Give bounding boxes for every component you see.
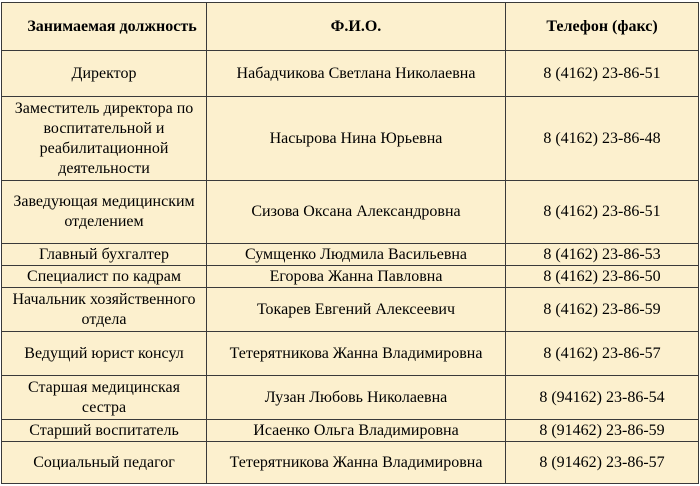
table-row <box>2 244 699 266</box>
cell-phone: 8 (91462) 23-86-59 <box>506 420 699 442</box>
cell-name: Сумщенко Людмила Васильевна <box>207 244 506 266</box>
cell-position: Директор <box>2 51 207 97</box>
cell-name: Токарев Евгений Алексеевич <box>207 288 506 332</box>
cell-name: Набадчикова Светлана Николаевна <box>207 51 506 97</box>
cell-position: Социальный педагог <box>2 442 207 484</box>
table-header-row <box>2 3 699 51</box>
cell-phone: 8 (4162) 23-86-50 <box>506 266 699 288</box>
table-row <box>2 442 699 484</box>
cell-name: Насырова Нина Юрьевна <box>207 97 506 181</box>
cell-name: Лузан Любовь Николаевна <box>207 376 506 420</box>
table-row <box>2 420 699 442</box>
cell-position: Старшая медицинская сестра <box>2 376 207 420</box>
cell-phone: 8 (4162) 23-86-59 <box>506 288 699 332</box>
table-row <box>2 288 699 332</box>
cell-name: Егорова Жанна Павловна <box>207 266 506 288</box>
table-row <box>2 376 699 420</box>
cell-position: Старший воспитатель <box>2 420 207 442</box>
cell-name: Сизова Оксана Александровна <box>207 181 506 244</box>
cell-phone: 8 (4162) 23-86-51 <box>506 181 699 244</box>
cell-phone: 8 (91462) 23-86-57 <box>506 442 699 484</box>
cell-phone: 8 (4162) 23-86-51 <box>506 51 699 97</box>
cell-position: Заместитель директора по воспитательной и реабилитационной деятельности <box>2 97 207 181</box>
cell-position: Главный бухгалтер <box>2 244 207 266</box>
table-row <box>2 97 699 181</box>
staff-contacts-table <box>1 2 699 484</box>
table-row <box>2 51 699 97</box>
cell-position: Ведущий юрист консул <box>2 332 207 376</box>
cell-name: Исаенко Ольга Владимировна <box>207 420 506 442</box>
table-row <box>2 332 699 376</box>
table-row <box>2 181 699 244</box>
cell-phone: 8 (4162) 23-86-53 <box>506 244 699 266</box>
cell-phone: 8 (94162) 23-86-54 <box>506 376 699 420</box>
cell-position: Начальник хозяйственного отдела <box>2 288 207 332</box>
header-phone: Телефон (факс) <box>506 3 699 51</box>
cell-name: Тетерятникова Жанна Владимировна <box>207 442 506 484</box>
header-position: Занимаемая должность <box>2 3 207 51</box>
cell-position: Заведующая медицинским отделением <box>2 181 207 244</box>
cell-phone: 8 (4162) 23-86-48 <box>506 97 699 181</box>
table-row <box>2 266 699 288</box>
cell-phone: 8 (4162) 23-86-57 <box>506 332 699 376</box>
cell-position: Специалист по кадрам <box>2 266 207 288</box>
cell-name: Тетерятникова Жанна Владимировна <box>207 332 506 376</box>
header-name: Ф.И.О. <box>207 3 506 51</box>
